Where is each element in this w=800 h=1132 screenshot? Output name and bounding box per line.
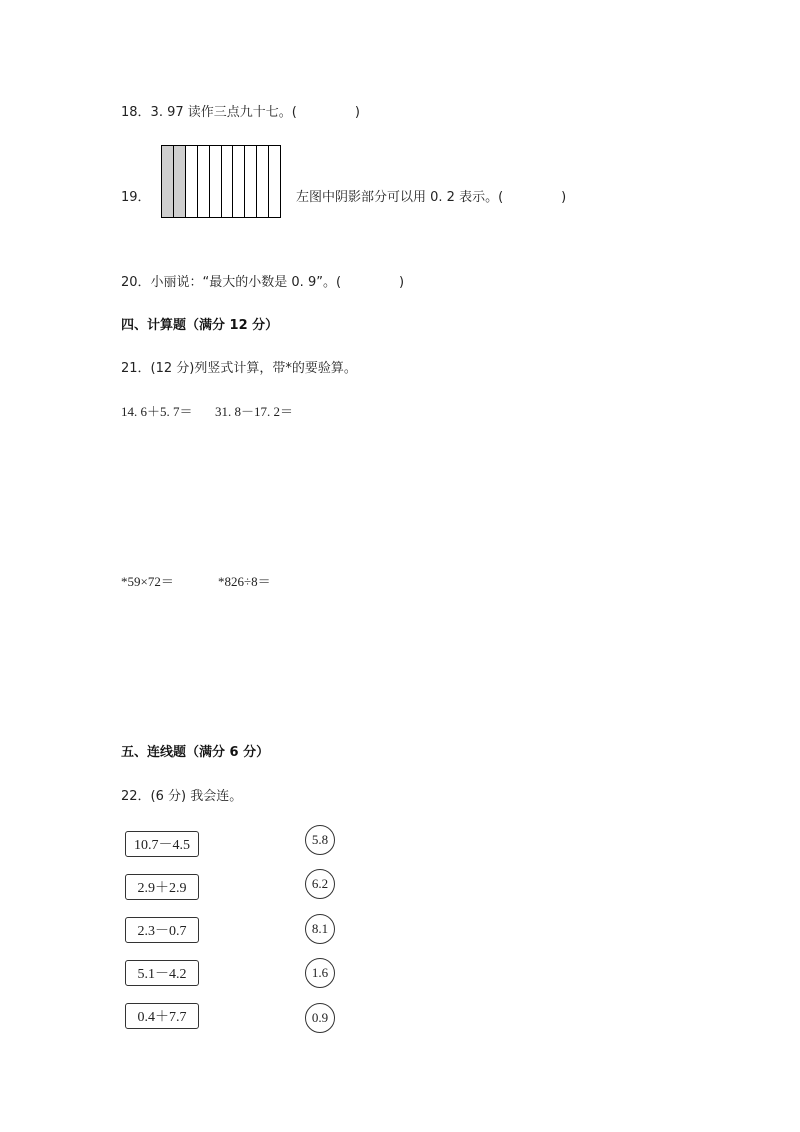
question-21 bbox=[121, 357, 357, 376]
match-expression-box[interactable]: 2.9＋2.9 bbox=[125, 874, 199, 900]
question-number: 18． bbox=[121, 105, 151, 120]
match-expression-box[interactable]: 5.1－4.2 bbox=[125, 960, 199, 986]
strip-cell bbox=[257, 146, 269, 217]
question-20 bbox=[121, 271, 404, 290]
calc-problem-3: *59×72＝ bbox=[121, 574, 174, 589]
question-number: 21． bbox=[121, 361, 151, 376]
strip-cell-shaded bbox=[162, 146, 174, 217]
question-text: (6 分) 我会连。 bbox=[150, 789, 243, 804]
strip-cell bbox=[186, 146, 198, 217]
answer-paren-close: ) bbox=[354, 105, 360, 120]
match-answer-circle[interactable]: 1.6 bbox=[305, 958, 335, 988]
match-answer-circle[interactable]: 5.8 bbox=[305, 825, 335, 855]
calc-problem-2: 31. 8－17. 2＝ bbox=[215, 404, 294, 419]
strip-cell bbox=[222, 146, 234, 217]
strip-cell bbox=[198, 146, 210, 217]
section-4-title: 四、计算题（满分 12 分） bbox=[121, 318, 279, 333]
strip-cell bbox=[233, 146, 245, 217]
answer-paren-close: ) bbox=[399, 275, 405, 290]
question-number: 20． bbox=[121, 275, 151, 290]
calc-problem-1: 14. 6＋5. 7＝ bbox=[121, 404, 193, 419]
match-expression-box[interactable]: 10.7－4.5 bbox=[125, 831, 199, 857]
section-5-title: 五、连线题（满分 6 分） bbox=[121, 745, 270, 760]
question-19 bbox=[296, 186, 566, 205]
match-expression-box[interactable]: 2.3－0.7 bbox=[125, 917, 199, 943]
answer-paren-close: ) bbox=[561, 190, 567, 205]
question-text: (12 分)列竖式计算，带*的要验算。 bbox=[150, 361, 357, 376]
question-text: 左图中阴影部分可以用 0. 2 表示。( bbox=[296, 190, 504, 205]
match-answer-circle[interactable]: 8.1 bbox=[305, 914, 335, 944]
question-18 bbox=[121, 101, 360, 120]
question-22 bbox=[121, 785, 242, 804]
question-text: 3. 97 读作三点九十七。( bbox=[150, 105, 297, 120]
match-expression-box[interactable]: 0.4＋7.7 bbox=[125, 1003, 199, 1029]
match-answer-circle[interactable]: 6.2 bbox=[305, 869, 335, 899]
question-19-number: 19． bbox=[121, 190, 151, 205]
decimal-strip-figure bbox=[161, 145, 281, 218]
calc-problem-4: *826÷8＝ bbox=[218, 574, 271, 589]
question-number: 22． bbox=[121, 789, 151, 804]
strip-cell-shaded bbox=[174, 146, 186, 217]
strip-cell bbox=[245, 146, 257, 217]
match-answer-circle[interactable]: 0.9 bbox=[305, 1003, 335, 1033]
question-text: 小丽说：“最大的小数是 0. 9”。( bbox=[150, 275, 342, 290]
strip-cell bbox=[269, 146, 280, 217]
strip-cell bbox=[210, 146, 222, 217]
